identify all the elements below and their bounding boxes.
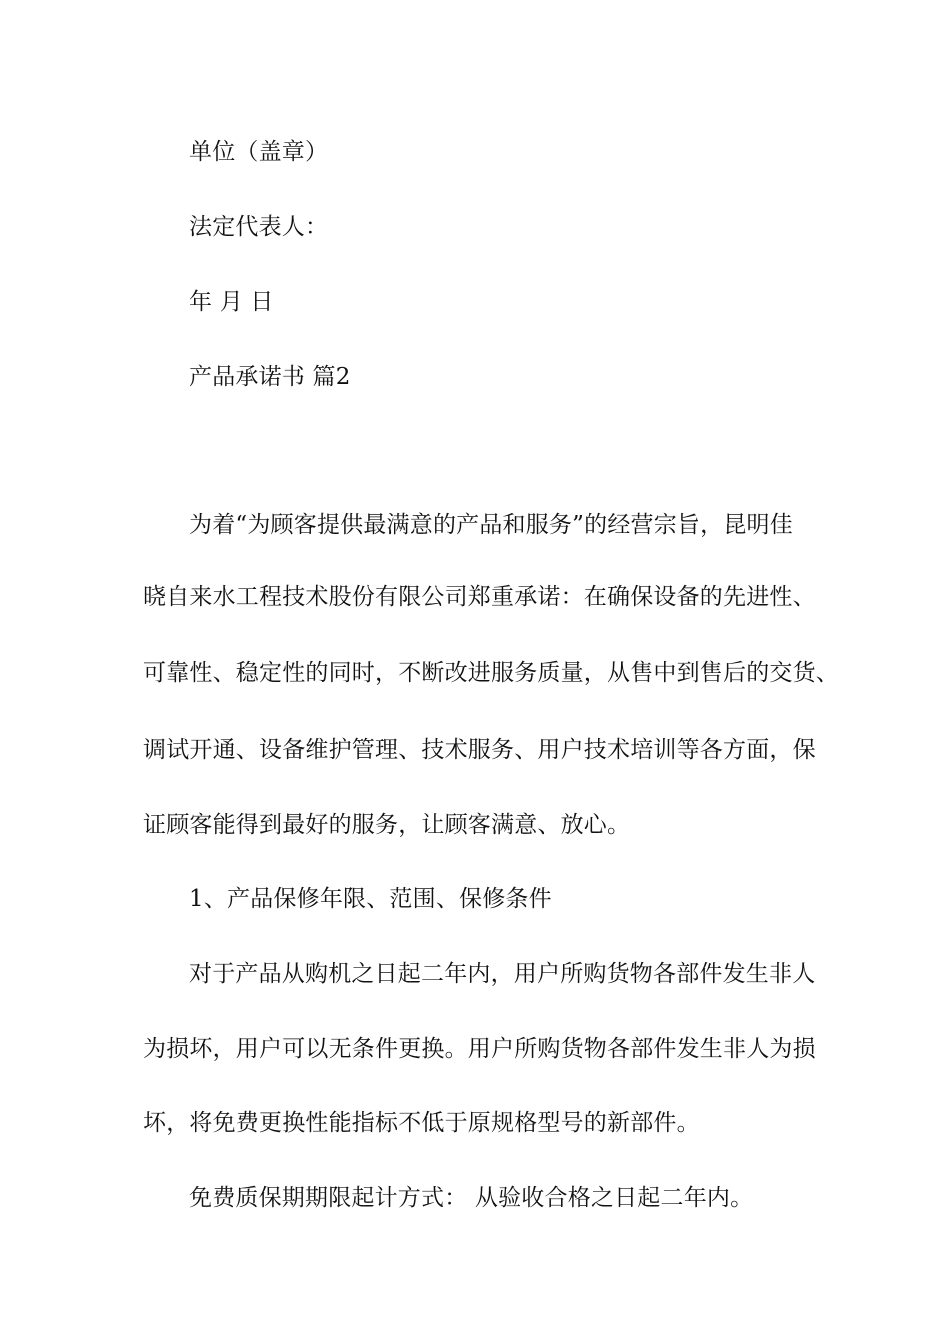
item1-paragraph-line: 坏，将免费更换性能指标不低于原规格型号的新部件。 bbox=[143, 1110, 700, 1136]
intro-paragraph-line: 为着“为顾客提供最满意的产品和服务”的经营宗旨，昆明佳 bbox=[189, 512, 793, 538]
section-title: 产品承诺书 篇2 bbox=[189, 364, 351, 390]
unit-seal-line: 单位（盖章） bbox=[189, 139, 329, 165]
date-line: 年 月 日 bbox=[189, 289, 274, 315]
legal-representative-line: 法定代表人： bbox=[189, 214, 329, 240]
warranty-period-line: 免费质保期期限起计方式： 从验收合格之日起二年内。 bbox=[189, 1185, 754, 1211]
intro-paragraph-line: 证顾客能得到最好的服务，让顾客满意、放心。 bbox=[143, 812, 631, 838]
intro-paragraph-line: 晓自来水工程技术股份有限公司郑重承诺：在确保设备的先进性、 bbox=[143, 584, 816, 610]
item1-paragraph-line: 对于产品从购机之日起二年内，用户所购货物各部件发生非人 bbox=[189, 961, 816, 987]
intro-paragraph-line: 调试开通、设备维护管理、技术服务、用户技术培训等各方面，保 bbox=[143, 737, 816, 763]
item1-heading: 1、产品保修年限、范围、保修条件 bbox=[189, 886, 552, 912]
intro-paragraph-line: 可靠性、稳定性的同时，不断改进服务质量，从售中到售后的交货、 bbox=[143, 660, 839, 686]
item1-paragraph-line: 为损坏，用户可以无条件更换。用户所购货物各部件发生非人为损 bbox=[143, 1036, 816, 1062]
